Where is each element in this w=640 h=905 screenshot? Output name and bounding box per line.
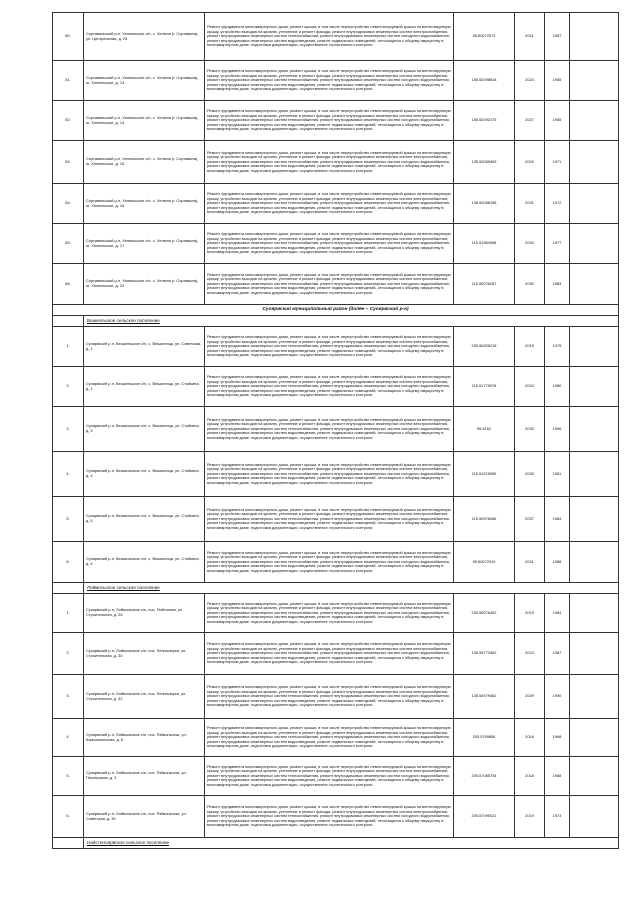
- empty-cell: [53, 838, 84, 849]
- build-year-cell: 1972: [545, 184, 570, 224]
- repair-year-cell: 2029: [515, 141, 545, 184]
- row-number: 6.: [53, 542, 84, 583]
- build-year-cell: 1971: [545, 141, 570, 184]
- repair-year-cell: 2034: [515, 224, 545, 264]
- cost-cell: 95.50072019: [454, 542, 515, 583]
- empty-cell: [570, 13, 619, 61]
- cost-cell: 115.51578985: [454, 452, 515, 497]
- build-year-cell: 1965: [545, 101, 570, 141]
- table-row: [53, 264, 619, 305]
- empty-cell: [53, 316, 84, 327]
- build-year-cell: 1984: [545, 497, 570, 542]
- work-description-cell: Ремонт фундамента многоквартирного дома, ремонт крыши, в том числе переустройство невентилируемой крыши на вентилируемую крышу, устройство выходов на кровлю, утепление и ремонт фасада, ремонт внутридомовых инженерных систем электроснабжения, ремонт внутридомовых инженерных систем теплоснабжения, ремонт внутридомовых инженерных систем холодного водоснабжения, ремонт внутридомовых инженерных систем водоотведения, ремонт подвальных помещений, относящихся к общему имуществу в многоквартирном доме, подготовка документации, осуществление строительного контроля: [205, 497, 454, 542]
- address-cell: Суоярвский р-н, Лоймольское с/п, пос. Райконкоски, ул. Пионерская, д. 3: [84, 757, 205, 796]
- row-number: 81.: [53, 61, 84, 101]
- row-number: 6.: [53, 796, 84, 838]
- address-cell: Сортавальский р-н, Хелюльское с/п, с. Хелюля (г. Сортавала), ш. Хелюльское, д. 22: [84, 264, 205, 305]
- empty-cell: [570, 141, 619, 184]
- row-number: 3.: [53, 407, 84, 452]
- empty-cell: [570, 633, 619, 675]
- table-row: [53, 13, 619, 61]
- work-description-cell: Ремонт фундамента многоквартирного дома, ремонт крыши, в том числе переустройство невентилируемой крыши на вентилируемую крышу, устройство выходов на кровлю, утепление и ремонт фасада, ремонт внутридомовых инженерных систем электроснабжения, ремонт внутридомовых инженерных систем теплоснабжения, ремонт внутридомовых инженерных систем холодного водоснабжения, ремонт внутридомовых инженерных систем водоотведения, ремонт подвальных помещений, относящихся к общему имуществу в многоквартирном доме, подготовка документации, осуществление строительного контроля: [205, 141, 454, 184]
- cost-cell: 115.50076287: [454, 264, 515, 305]
- address-cell: Сортавальский р-н, Хелюльское с/п, с. Хелюля (г. Сортавала), ул. Центральная, д. 25: [84, 13, 205, 61]
- address-cell: Суоярвский р-н, Вешкельское с/п, с. Вешкелица, ул. Стойкина, д. 6: [84, 542, 205, 583]
- cost-cell: 205.55076452: [454, 594, 515, 633]
- row-number: 4.: [53, 719, 84, 757]
- cost-cell: 95.50072073: [454, 13, 515, 61]
- build-year-cell: 1983: [545, 264, 570, 305]
- address-cell: Суоярвский р-н, Вешкельское с/п, с. Вешкелица, ул. Стойкина, д. 1: [84, 367, 205, 407]
- row-number: 1.: [53, 327, 84, 367]
- address-cell: Суоярвский р-н, Вешкельское с/п, с. Вешкелица, ул. Стойкина, д. 4: [84, 452, 205, 497]
- work-description-cell: Ремонт фундамента многоквартирного дома, ремонт крыши, в том числе переустройство невентилируемой крыши на вентилируемую крышу, устройство выходов на кровлю, утепление и ремонт фасада, ремонт внутридомовых инженерных систем электроснабжения, ремонт внутридомовых инженерных систем теплоснабжения, ремонт внутридомовых инженерных систем холодного водоснабжения, ремонт внутридомовых инженерных систем водоотведения, ремонт подвальных помещений, относящихся к общему имуществу в многоквартирном доме, подготовка документации, осуществление строительного контроля: [205, 264, 454, 305]
- table-row: [53, 542, 619, 583]
- table-row: [53, 327, 619, 367]
- table-row: [53, 61, 619, 101]
- cost-cell: 95.5162: [454, 407, 515, 452]
- repair-year-cell: 2037: [515, 497, 545, 542]
- empty-cell: [570, 184, 619, 224]
- build-year-cell: 1987: [545, 633, 570, 675]
- work-description-cell: Ремонт фундамента многоквартирного дома, ремонт крыши, в том числе переустройство невентилируемой крыши на вентилируемую крышу, устройство выходов на кровлю, утепление и ремонт фасада, ремонт внутридомовых инженерных систем электроснабжения, ремонт внутридомовых инженерных систем теплоснабжения, ремонт внутридомовых инженерных систем холодного водоснабжения, ремонт внутридомовых инженерных систем водоотведения, ремонт подвальных помещений, относящихся к общему имуществу в многоквартирном доме, подготовка документации, осуществление строительного контроля: [205, 452, 454, 497]
- repair-year-cell: 2027: [515, 101, 545, 141]
- row-number: 3.: [53, 675, 84, 719]
- table-row: [53, 101, 619, 141]
- repair-year-cell: 2041: [515, 542, 545, 583]
- empty-cell: [570, 796, 619, 838]
- cost-cell: 115.50576066: [454, 497, 515, 542]
- settlement-title: Лоймольское сельское поселение: [84, 583, 619, 594]
- capital-repair-table: [52, 12, 619, 849]
- work-description-cell: Ремонт фундамента многоквартирного дома, ремонт крыши, в том числе переустройство невентилируемой крыши на вентилируемую крышу, устройство выходов на кровлю, утепление и ремонт фасада, ремонт внутридомовых инженерных систем электроснабжения, ремонт внутридомовых инженерных систем теплоснабжения, ремонт внутридомовых инженерных систем холодного водоснабжения, ремонт внутридомовых инженерных систем водоотведения, ремонт подвальных помещений, относящихся к общему имуществу в многоквартирном доме, подготовка документации, осуществление строительного контроля: [205, 101, 454, 141]
- build-year-cell: 1987: [545, 13, 570, 61]
- empty-cell: [570, 542, 619, 583]
- work-description-cell: Ремонт фундамента многоквартирного дома, ремонт крыши, в том числе переустройство невентилируемой крыши на вентилируемую крышу, устройство выходов на кровлю, утепление и ремонт фасада, ремонт внутридомовых инженерных систем электроснабжения, ремонт внутридомовых инженерных систем теплоснабжения, ремонт внутридомовых инженерных систем холодного водоснабжения, ремонт внутридомовых инженерных систем водоотведения, ремонт подвальных помещений, относящихся к общему имуществу в многоквартирном доме, подготовка документации, осуществление строительного контроля: [205, 633, 454, 675]
- repair-year-cell: 2041: [515, 13, 545, 61]
- district-title: Суоярвский муниципальный район (далее – Суоярвский р-н): [53, 305, 619, 316]
- cost-cell: 155.52092475: [454, 101, 515, 141]
- cost-cell: 115.51984998: [454, 224, 515, 264]
- row-number: 83.: [53, 141, 84, 184]
- table-row: [53, 633, 619, 675]
- repair-year-cell: 2024: [515, 367, 545, 407]
- row-number: 84.: [53, 184, 84, 224]
- repair-year-cell: 2029: [515, 675, 545, 719]
- settlement-header-row: [53, 316, 619, 327]
- empty-cell: [570, 224, 619, 264]
- build-year-cell: 1988: [545, 542, 570, 583]
- table-row: [53, 367, 619, 407]
- build-year-cell: 1984: [545, 594, 570, 633]
- cost-cell: 155.52098818: [454, 61, 515, 101]
- address-cell: Сортавальский р-н, Хелюльское с/п, с. Хелюля (г. Сортавала), ш. Хелюльское, д. 17: [84, 224, 205, 264]
- address-cell: Суоярвский р-н, Вешкельское с/п, с. Вешкелица, ул. Советская, д. 1: [84, 327, 205, 367]
- row-number: 2.: [53, 367, 84, 407]
- address-cell: Суоярвский р-н, Лоймольское с/п, пос. Леппясюрья, ул. Строительная, д. 32: [84, 675, 205, 719]
- address-cell: Сортавальский р-н, Хелюльское с/п, с. Хелюля (г. Сортавала), ш. Хелюльское, д. 16: [84, 184, 205, 224]
- table-row: [53, 497, 619, 542]
- build-year-cell: 1965: [545, 61, 570, 101]
- work-description-cell: Ремонт фундамента многоквартирного дома, ремонт крыши, в том числе переустройство невентилируемой крыши на вентилируемую крышу, устройство выходов на кровлю, утепление и ремонт фасада, ремонт внутридомовых инженерных систем электроснабжения, ремонт внутридомовых инженерных систем теплоснабжения, ремонт внутридомовых инженерных систем холодного водоснабжения, ремонт внутридомовых инженерных систем водоотведения, ремонт подвальных помещений, относящихся к общему имуществу в многоквартирном доме, подготовка документации, осуществление строительного контроля: [205, 61, 454, 101]
- row-number: 5.: [53, 497, 84, 542]
- table-row: [53, 141, 619, 184]
- settlement-title: Вешкельское сельское поселение: [84, 316, 619, 327]
- settlement-header-row: [53, 838, 619, 849]
- address-cell: Суоярвский р-н, Лоймольское с/п, пос. Пийтсиеки, ул. Строительная, д. 28: [84, 594, 205, 633]
- address-cell: Сортавальский р-н, Хелюльское с/п, с. Хелюля (г. Сортавала), ш. Хелюльское, д. 14: [84, 101, 205, 141]
- cost-cell: 135.54979462: [454, 675, 515, 719]
- repair-year-cell: 2031: [515, 184, 545, 224]
- cost-cell: 135.52089983: [454, 141, 515, 184]
- build-year-cell: 1977: [545, 224, 570, 264]
- empty-cell: [53, 583, 84, 594]
- table-row: [53, 757, 619, 796]
- settlement-header-row: [53, 583, 619, 594]
- build-year-cell: 1990: [545, 675, 570, 719]
- row-number: 80.: [53, 13, 84, 61]
- table-row: [53, 184, 619, 224]
- empty-cell: [570, 101, 619, 141]
- work-description-cell: Ремонт фундамента многоквартирного дома, ремонт крыши, в том числе переустройство невентилируемой крыши на вентилируемую крышу, устройство выходов на кровлю, утепление и ремонт фасада, ремонт внутридомовых инженерных систем электроснабжения, ремонт внутридомовых инженерных систем теплоснабжения, ремонт внутридомовых инженерных систем холодного водоснабжения, ремонт внутридомовых инженерных систем водоотведения, ремонт подвальных помещений, относящихся к общему имуществу в многоквартирном доме, подготовка документации, осуществление строительного контроля: [205, 594, 454, 633]
- work-description-cell: Ремонт фундамента многоквартирного дома, ремонт крыши, в том числе переустройство невентилируемой крыши на вентилируемую крышу, устройство выходов на кровлю, утепление и ремонт фасада, ремонт внутридомовых инженерных систем электроснабжения, ремонт внутридомовых инженерных систем теплоснабжения, ремонт внутридомовых инженерных систем холодного водоснабжения, ремонт внутридомовых инженерных систем водоотведения, ремонт подвальных помещений, относящихся к общему имуществу в многоквартирном доме, подготовка документации, осуществление строительного контроля: [205, 719, 454, 757]
- repair-year-cell: 2039: [515, 407, 545, 452]
- build-year-cell: 1968: [545, 757, 570, 796]
- table-row: [53, 452, 619, 497]
- empty-cell: [570, 367, 619, 407]
- address-cell: Суоярвский р-н, Лоймольское с/п, пос. Леппясюрья, ул. Строительная, д. 30: [84, 633, 205, 675]
- empty-cell: [570, 675, 619, 719]
- district-header-row: [53, 305, 619, 316]
- empty-cell: [570, 61, 619, 101]
- cost-cell: 205.57095021: [454, 796, 515, 838]
- repair-year-cell: 2035: [515, 452, 545, 497]
- work-description-cell: Ремонт фундамента многоквартирного дома, ремонт крыши, в том числе переустройство невентилируемой крыши на вентилируемую крышу, устройство выходов на кровлю, утепление и ремонт фасада, ремонт внутридомовых инженерных систем электроснабжения, ремонт внутридомовых инженерных систем теплоснабжения, ремонт внутридомовых инженерных систем холодного водоснабжения, ремонт внутридомовых инженерных систем водоотведения, ремонт подвальных помещений, относящихся к общему имуществу в многоквартирном доме, подготовка документации, осуществление строительного контроля: [205, 224, 454, 264]
- address-cell: Сортавальский р-н, Хелюльское с/п, с. Хелюля (г. Сортавала), ш. Хелюльское, д. 13: [84, 61, 205, 101]
- settlement-title: Найстенъярвское сельское поселение: [84, 838, 619, 849]
- repair-year-cell: 2018: [515, 719, 545, 757]
- address-cell: Суоярвский р-н, Лоймольское с/п, пос. Райконкоски, ул. Комсомольская, д. 6: [84, 719, 205, 757]
- work-description-cell: Ремонт фундамента многоквартирного дома, ремонт крыши, в том числе переустройство невентилируемой крыши на вентилируемую крышу, устройство выходов на кровлю, утепление и ремонт фасада, ремонт внутридомовых инженерных систем электроснабжения, ремонт внутридомовых инженерных систем теплоснабжения, ремонт внутридомовых инженерных систем холодного водоснабжения, ремонт внутридомовых инженерных систем водоотведения, ремонт подвальных помещений, относящихся к общему имуществу в многоквартирном доме, подготовка документации, осуществление строительного контроля: [205, 542, 454, 583]
- work-description-cell: Ремонт фундамента многоквартирного дома, ремонт крыши, в том числе переустройство невентилируемой крыши на вентилируемую крышу, устройство выходов на кровлю, утепление и ремонт фасада, ремонт внутридомовых инженерных систем электроснабжения, ремонт внутридомовых инженерных систем теплоснабжения, ремонт внутридомовых инженерных систем холодного водоснабжения, ремонт внутридомовых инженерных систем водоотведения, ремонт подвальных помещений, относящихся к общему имуществу в многоквартирном доме, подготовка документации, осуществление строительного контроля: [205, 796, 454, 838]
- address-cell: Суоярвский р-н, Вешкельское с/п, с. Вешкелица, ул. Стойкина, д. 3: [84, 407, 205, 452]
- repair-year-cell: 2018: [515, 757, 545, 796]
- work-description-cell: Ремонт фундамента многоквартирного дома, ремонт крыши, в том числе переустройство невентилируемой крыши на вентилируемую крышу, устройство выходов на кровлю, утепление и ремонт фасада, ремонт внутридомовых инженерных систем электроснабжения, ремонт внутридомовых инженерных систем теплоснабжения, ремонт внутридомовых инженерных систем холодного водоснабжения, ремонт внутридомовых инженерных систем водоотведения, ремонт подвальных помещений, относящихся к общему имуществу в многоквартирном доме, подготовка документации, осуществление строительного контроля: [205, 367, 454, 407]
- cost-cell: 205.57085734: [454, 757, 515, 796]
- empty-cell: [570, 594, 619, 633]
- table-row: [53, 224, 619, 264]
- repair-year-cell: 2019: [515, 594, 545, 633]
- row-number: 5.: [53, 757, 84, 796]
- address-cell: Суоярвский р-н, Лоймольское с/п, пос. Райконкоски, ул. Советская, д. 30: [84, 796, 205, 838]
- build-year-cell: 1975: [545, 327, 570, 367]
- repair-year-cell: 2024: [515, 61, 545, 101]
- cost-cell: 115.51778978: [454, 367, 515, 407]
- row-number: 85.: [53, 224, 84, 264]
- build-year-cell: 1981: [545, 452, 570, 497]
- build-year-cell: 1980: [545, 367, 570, 407]
- empty-cell: [570, 407, 619, 452]
- address-cell: Суоярвский р-н, Вешкельское с/п, с. Вешкелица, ул. Стойкина, д. 5: [84, 497, 205, 542]
- table-row: [53, 594, 619, 633]
- empty-cell: [570, 497, 619, 542]
- work-description-cell: Ремонт фундамента многоквартирного дома, ремонт крыши, в том числе переустройство невентилируемой крыши на вентилируемую крышу, устройство выходов на кровлю, утепление и ремонт фасада, ремонт внутридомовых инженерных систем электроснабжения, ремонт внутридомовых инженерных систем теплоснабжения, ремонт внутридомовых инженерных систем холодного водоснабжения, ремонт внутридомовых инженерных систем водоотведения, ремонт подвальных помещений, относящихся к общему имуществу в многоквартирном доме, подготовка документации, осуществление строительного контроля: [205, 757, 454, 796]
- table-row: [53, 719, 619, 757]
- work-description-cell: Ремонт фундамента многоквартирного дома, ремонт крыши, в том числе переустройство невентилируемой крыши на вентилируемую крышу, устройство выходов на кровлю, утепление и ремонт фасада, ремонт внутридомовых инженерных систем электроснабжения, ремонт внутридомовых инженерных систем теплоснабжения, ремонт внутридомовых инженерных систем холодного водоснабжения, ремонт внутридомовых инженерных систем водоотведения, ремонт подвальных помещений, относящихся к общему имуществу в многоквартирном доме, подготовка документации, осуществление строительного контроля: [205, 13, 454, 61]
- row-number: 82.: [53, 101, 84, 141]
- empty-cell: [570, 757, 619, 796]
- table-row: [53, 796, 619, 838]
- address-cell: Сортавальский р-н, Хелюльское с/п, с. Хелюля (г. Сортавала), ш. Хелюльское, д. 15: [84, 141, 205, 184]
- repair-year-cell: 2019: [515, 796, 545, 838]
- empty-cell: [570, 719, 619, 757]
- row-number: 4.: [53, 452, 84, 497]
- work-description-cell: Ремонт фундамента многоквартирного дома, ремонт крыши, в том числе переустройство невентилируемой крыши на вентилируемую крышу, устройство выходов на кровлю, утепление и ремонт фасада, ремонт внутридомовых инженерных систем электроснабжения, ремонт внутридомовых инженерных систем теплоснабжения, ремонт внутридомовых инженерных систем холодного водоснабжения, ремонт внутридомовых инженерных систем водоотведения, ремонт подвальных помещений, относящихся к общему имуществу в многоквартирном доме, подготовка документации, осуществление строительного контроля: [205, 675, 454, 719]
- row-number: 1.: [53, 594, 84, 633]
- repair-year-cell: 2024: [515, 633, 545, 675]
- cost-cell: 135.52088198: [454, 184, 515, 224]
- row-number: 86.: [53, 264, 84, 305]
- empty-cell: [570, 327, 619, 367]
- cost-cell: 135.55773462: [454, 633, 515, 675]
- build-year-cell: 1973: [545, 796, 570, 838]
- empty-cell: [570, 264, 619, 305]
- work-description-cell: Ремонт фундамента многоквартирного дома, ремонт крыши, в том числе переустройство невентилируемой крыши на вентилируемую крышу, устройство выходов на кровлю, утепление и ремонт фасада, ремонт внутридомовых инженерных систем электроснабжения, ремонт внутридомовых инженерных систем теплоснабжения, ремонт внутридомовых инженерных систем холодного водоснабжения, ремонт внутридомовых инженерных систем водоотведения, ремонт подвальных помещений, относящихся к общему имуществу в многоквартирном доме, подготовка документации, осуществление строительного контроля: [205, 184, 454, 224]
- repair-year-cell: 2019: [515, 327, 545, 367]
- build-year-cell: 1968: [545, 719, 570, 757]
- repair-year-cell: 2030: [515, 264, 545, 305]
- work-description-cell: Ремонт фундамента многоквартирного дома, ремонт крыши, в том числе переустройство невентилируемой крыши на вентилируемую крышу, устройство выходов на кровлю, утепление и ремонт фасада, ремонт внутридомовых инженерных систем электроснабжения, ремонт внутридомовых инженерных систем теплоснабжения, ремонт внутридомовых инженерных систем холодного водоснабжения, ремонт внутридомовых инженерных систем водоотведения, ремонт подвальных помещений, относящихся к общему имуществу в многоквартирном доме, подготовка документации, осуществление строительного контроля: [205, 327, 454, 367]
- table-row: [53, 675, 619, 719]
- cost-cell: 205.5789856: [454, 719, 515, 757]
- table-row: [53, 407, 619, 452]
- row-number: 2.: [53, 633, 84, 675]
- cost-cell: 205.56305218: [454, 327, 515, 367]
- build-year-cell: 1996: [545, 407, 570, 452]
- empty-cell: [570, 452, 619, 497]
- work-description-cell: Ремонт фундамента многоквартирного дома, ремонт крыши, в том числе переустройство невентилируемой крыши на вентилируемую крышу, устройство выходов на кровлю, утепление и ремонт фасада, ремонт внутридомовых инженерных систем электроснабжения, ремонт внутридомовых инженерных систем теплоснабжения, ремонт внутридомовых инженерных систем холодного водоснабжения, ремонт внутридомовых инженерных систем водоотведения, ремонт подвальных помещений, относящихся к общему имуществу в многоквартирном доме, подготовка документации, осуществление строительного контроля: [205, 407, 454, 452]
